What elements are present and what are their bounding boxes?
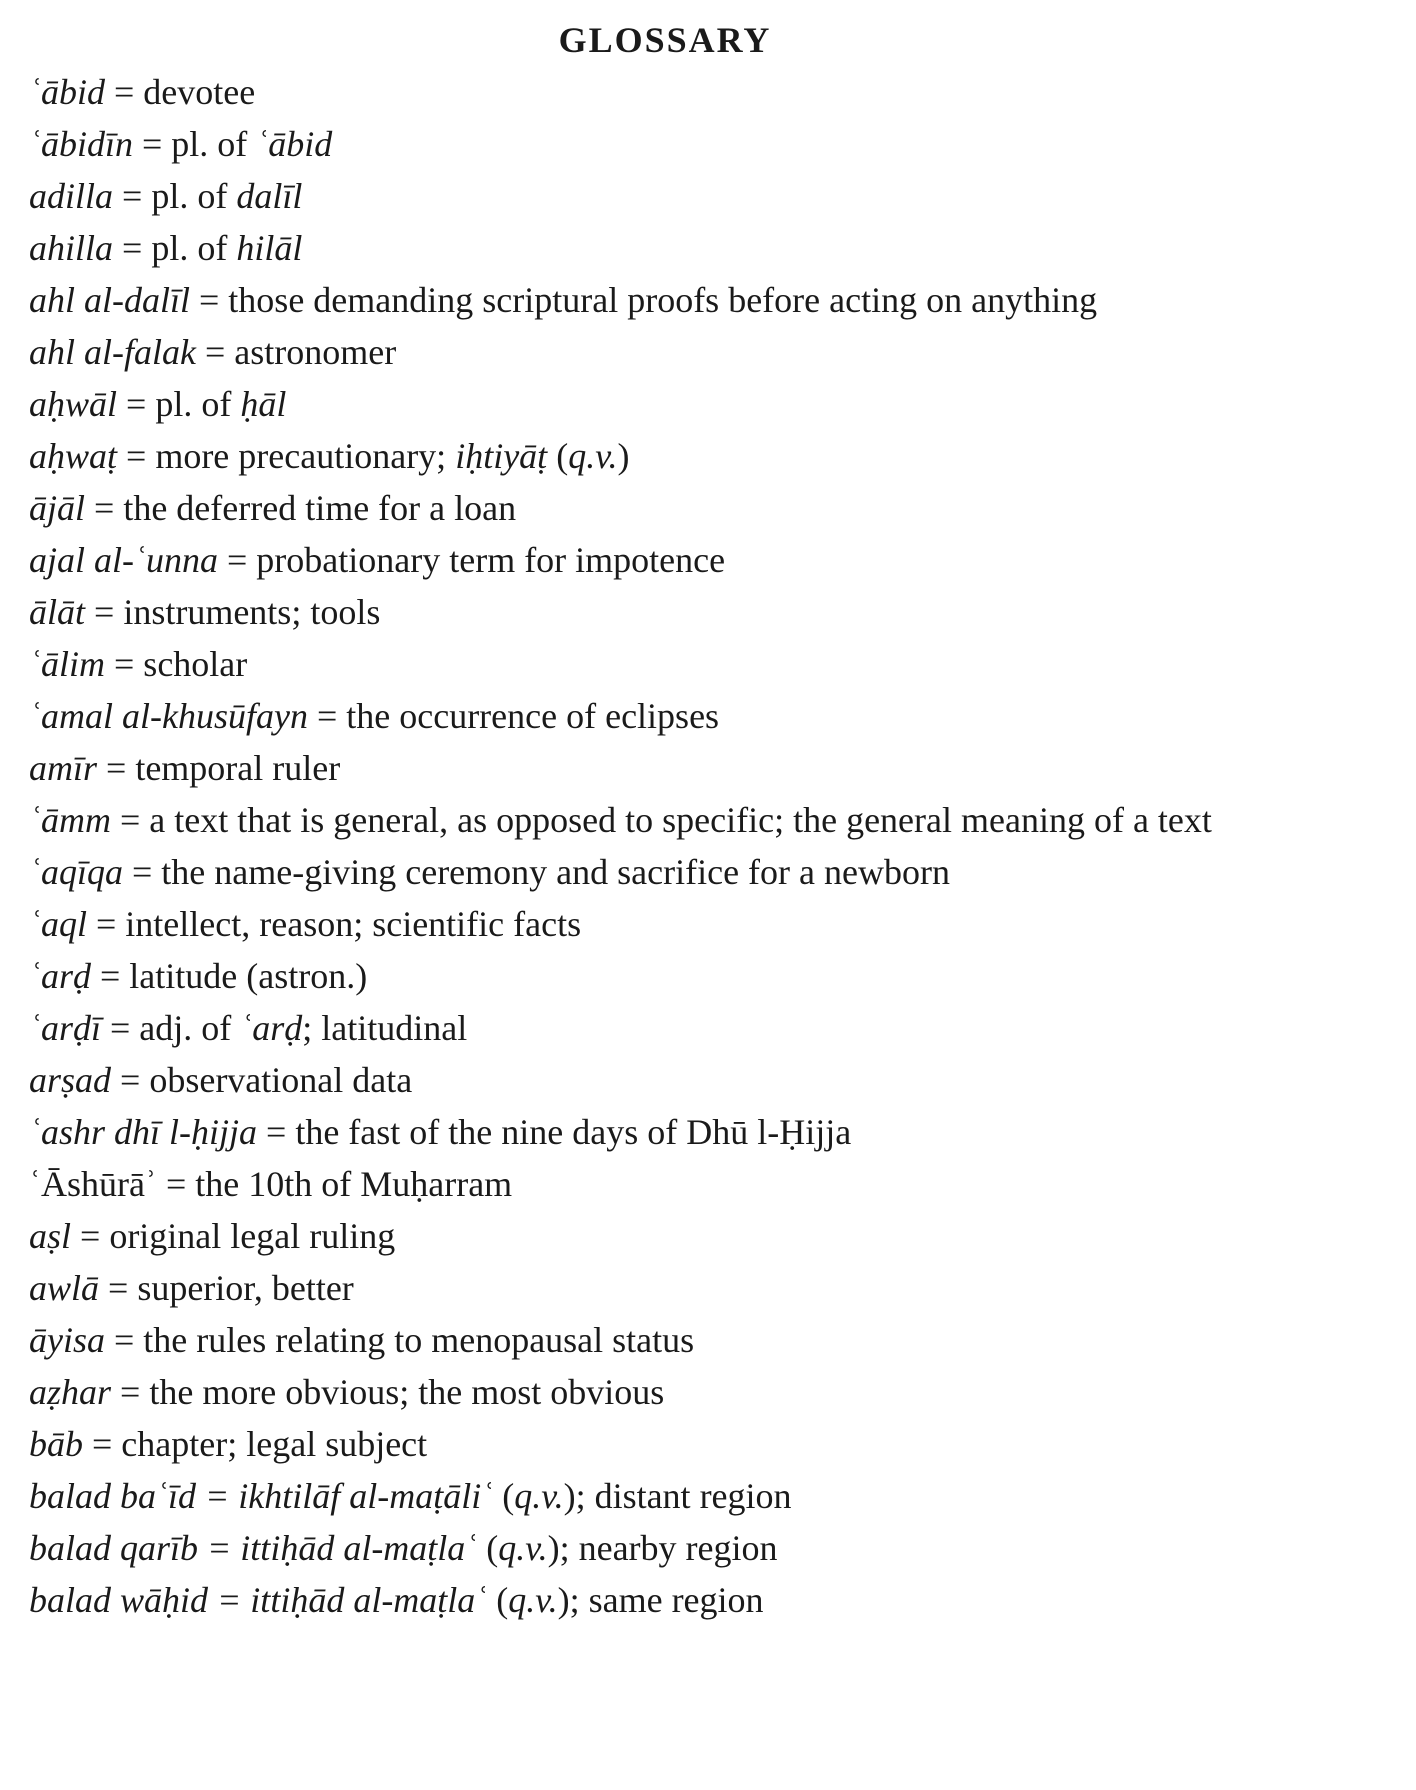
- glossary-term: q.v.: [568, 436, 618, 476]
- glossary-definition: ; latitudinal: [302, 1008, 468, 1048]
- glossary-entry: [29, 1210, 1269, 1262]
- glossary-entry: [29, 1574, 1269, 1626]
- glossary-definition: = instruments; tools: [85, 592, 381, 632]
- glossary-term: aḥwāl: [29, 384, 118, 424]
- glossary-definition: = adj. of: [101, 1008, 241, 1048]
- glossary-term: awlā: [29, 1268, 100, 1308]
- glossary-definition: = temporal ruler: [97, 748, 341, 788]
- glossary-definition: ʿĀshūrāʾ = the 10th of Muḥarram: [29, 1164, 513, 1204]
- glossary-entry: [29, 742, 1269, 794]
- glossary-term: āyisa: [29, 1320, 105, 1360]
- glossary-definition: = pl. of: [133, 124, 257, 164]
- glossary-term: q.v.: [498, 1528, 548, 1568]
- glossary-definition: = pl. of: [117, 384, 241, 424]
- glossary-entry: [29, 690, 1269, 742]
- glossary-entry: [29, 1418, 1269, 1470]
- glossary-term: iḥtiyāṭ: [455, 436, 548, 476]
- glossary-entry: [29, 1522, 1269, 1574]
- glossary-term: balad baʿīd = ikhtilāf al-maṭāliʿ: [29, 1476, 494, 1516]
- glossary-term: aṣl: [29, 1216, 72, 1256]
- glossary-entry: [29, 378, 1269, 430]
- glossary-definition: = the deferred time for a loan: [85, 488, 517, 528]
- glossary-term: aẓhar: [29, 1372, 112, 1412]
- glossary-term: ʿaql: [29, 904, 87, 944]
- glossary-term: hilāl: [236, 228, 303, 268]
- glossary-entry: [29, 638, 1269, 690]
- glossary-definition: (: [477, 1528, 499, 1568]
- glossary-entry: [29, 534, 1269, 586]
- glossary-definition: = scholar: [105, 644, 248, 684]
- glossary-term: ʿarḍī: [29, 1008, 101, 1048]
- glossary-term: ajal al-ʿunna: [29, 540, 218, 580]
- glossary-term: ahl al-dalīl: [29, 280, 190, 320]
- glossary-definition: ): [617, 436, 630, 476]
- glossary-definition: ); same region: [557, 1580, 764, 1620]
- glossary-entry: [29, 586, 1269, 638]
- glossary-definition: (: [487, 1580, 509, 1620]
- glossary-term: q.v.: [508, 1580, 558, 1620]
- glossary-definition: = pl. of: [113, 176, 237, 216]
- glossary-page: [29, 14, 1269, 1626]
- glossary-list: [29, 66, 1269, 1626]
- glossary-entry: [29, 222, 1269, 274]
- glossary-definition: = superior, better: [99, 1268, 354, 1308]
- glossary-term: dalīl: [236, 176, 303, 216]
- glossary-term: aḥwaṭ: [29, 436, 118, 476]
- glossary-entry: [29, 326, 1269, 378]
- glossary-definition: ); nearby region: [547, 1528, 778, 1568]
- glossary-term: ʿarḍ: [29, 956, 91, 996]
- glossary-term: ahl al-falak: [29, 332, 196, 372]
- glossary-term: ʿālim: [29, 644, 105, 684]
- glossary-entry: [29, 898, 1269, 950]
- glossary-definition: = pl. of: [113, 228, 237, 268]
- glossary-entry: [29, 1314, 1269, 1366]
- glossary-entry: [29, 118, 1269, 170]
- glossary-term: ʿaqīqa: [29, 852, 123, 892]
- glossary-entry: [29, 1002, 1269, 1054]
- glossary-term: ʿāmm: [29, 800, 111, 840]
- glossary-definition: = those demanding scriptural proofs before acting on anything: [190, 280, 1098, 320]
- glossary-entry: [29, 274, 1269, 326]
- glossary-entry: [29, 66, 1269, 118]
- glossary-entry: [29, 170, 1269, 222]
- glossary-term: q.v.: [514, 1476, 564, 1516]
- glossary-definition: ); distant region: [563, 1476, 792, 1516]
- glossary-term: bāb: [29, 1424, 83, 1464]
- glossary-entry: [29, 1366, 1269, 1418]
- glossary-entry: [29, 794, 1269, 846]
- glossary-definition: = intellect, reason; scientific facts: [87, 904, 582, 944]
- glossary-term: ālāt: [29, 592, 86, 632]
- glossary-entry: [29, 1106, 1269, 1158]
- glossary-entry: [29, 430, 1269, 482]
- glossary-entry: [29, 1262, 1269, 1314]
- glossary-term: ʿamal al-khusūfayn: [29, 696, 308, 736]
- glossary-entry: [29, 846, 1269, 898]
- glossary-term: ʿarḍ: [240, 1008, 303, 1048]
- glossary-definition: = original legal ruling: [71, 1216, 396, 1256]
- glossary-definition: = the occurrence of eclipses: [307, 696, 720, 736]
- glossary-entry: [29, 1470, 1269, 1522]
- glossary-definition: = observational data: [111, 1060, 413, 1100]
- glossary-definition: = astronomer: [195, 332, 397, 372]
- glossary-definition: = a text that is general, as opposed to specific; the general meaning of a text: [110, 800, 1212, 840]
- glossary-definition: = the fast of the nine days of Dhū l-Ḥijja: [257, 1112, 852, 1152]
- glossary-entry: [29, 482, 1269, 534]
- glossary-definition: = chapter; legal subject: [83, 1424, 428, 1464]
- page-title: GLOSSARY: [558, 20, 772, 60]
- glossary-term: ahilla: [29, 228, 114, 268]
- glossary-term: amīr: [29, 748, 98, 788]
- glossary-term: balad qarīb = ittiḥād al-maṭlaʿ: [29, 1528, 478, 1568]
- glossary-definition: = more precautionary;: [117, 436, 456, 476]
- glossary-term: ʿābid: [29, 72, 105, 112]
- glossary-term: ʿābid: [256, 124, 333, 164]
- glossary-term: ājāl: [29, 488, 86, 528]
- glossary-definition: = devotee: [105, 72, 256, 112]
- glossary-definition: = probationary term for impotence: [217, 540, 726, 580]
- glossary-definition: = the more obvious; the most obvious: [111, 1372, 665, 1412]
- glossary-term: ḥāl: [240, 384, 287, 424]
- glossary-definition: (: [493, 1476, 515, 1516]
- glossary-definition: = the name-giving ceremony and sacrifice for a newborn: [123, 852, 950, 892]
- glossary-entry: [29, 950, 1269, 1002]
- glossary-entry: [29, 1158, 1269, 1210]
- glossary-entry: [29, 1054, 1269, 1106]
- glossary-term: ʿashr dhī l-ḥijja: [29, 1112, 258, 1152]
- glossary-term: arṣad: [29, 1060, 112, 1100]
- glossary-term: ʿābidīn: [29, 124, 133, 164]
- glossary-term: balad wāḥid = ittiḥād al-maṭlaʿ: [29, 1580, 488, 1620]
- glossary-definition: (: [547, 436, 569, 476]
- glossary-definition: = latitude (astron.): [91, 956, 368, 996]
- glossary-definition: = the rules relating to menopausal status: [105, 1320, 695, 1360]
- glossary-term: adilla: [29, 176, 114, 216]
